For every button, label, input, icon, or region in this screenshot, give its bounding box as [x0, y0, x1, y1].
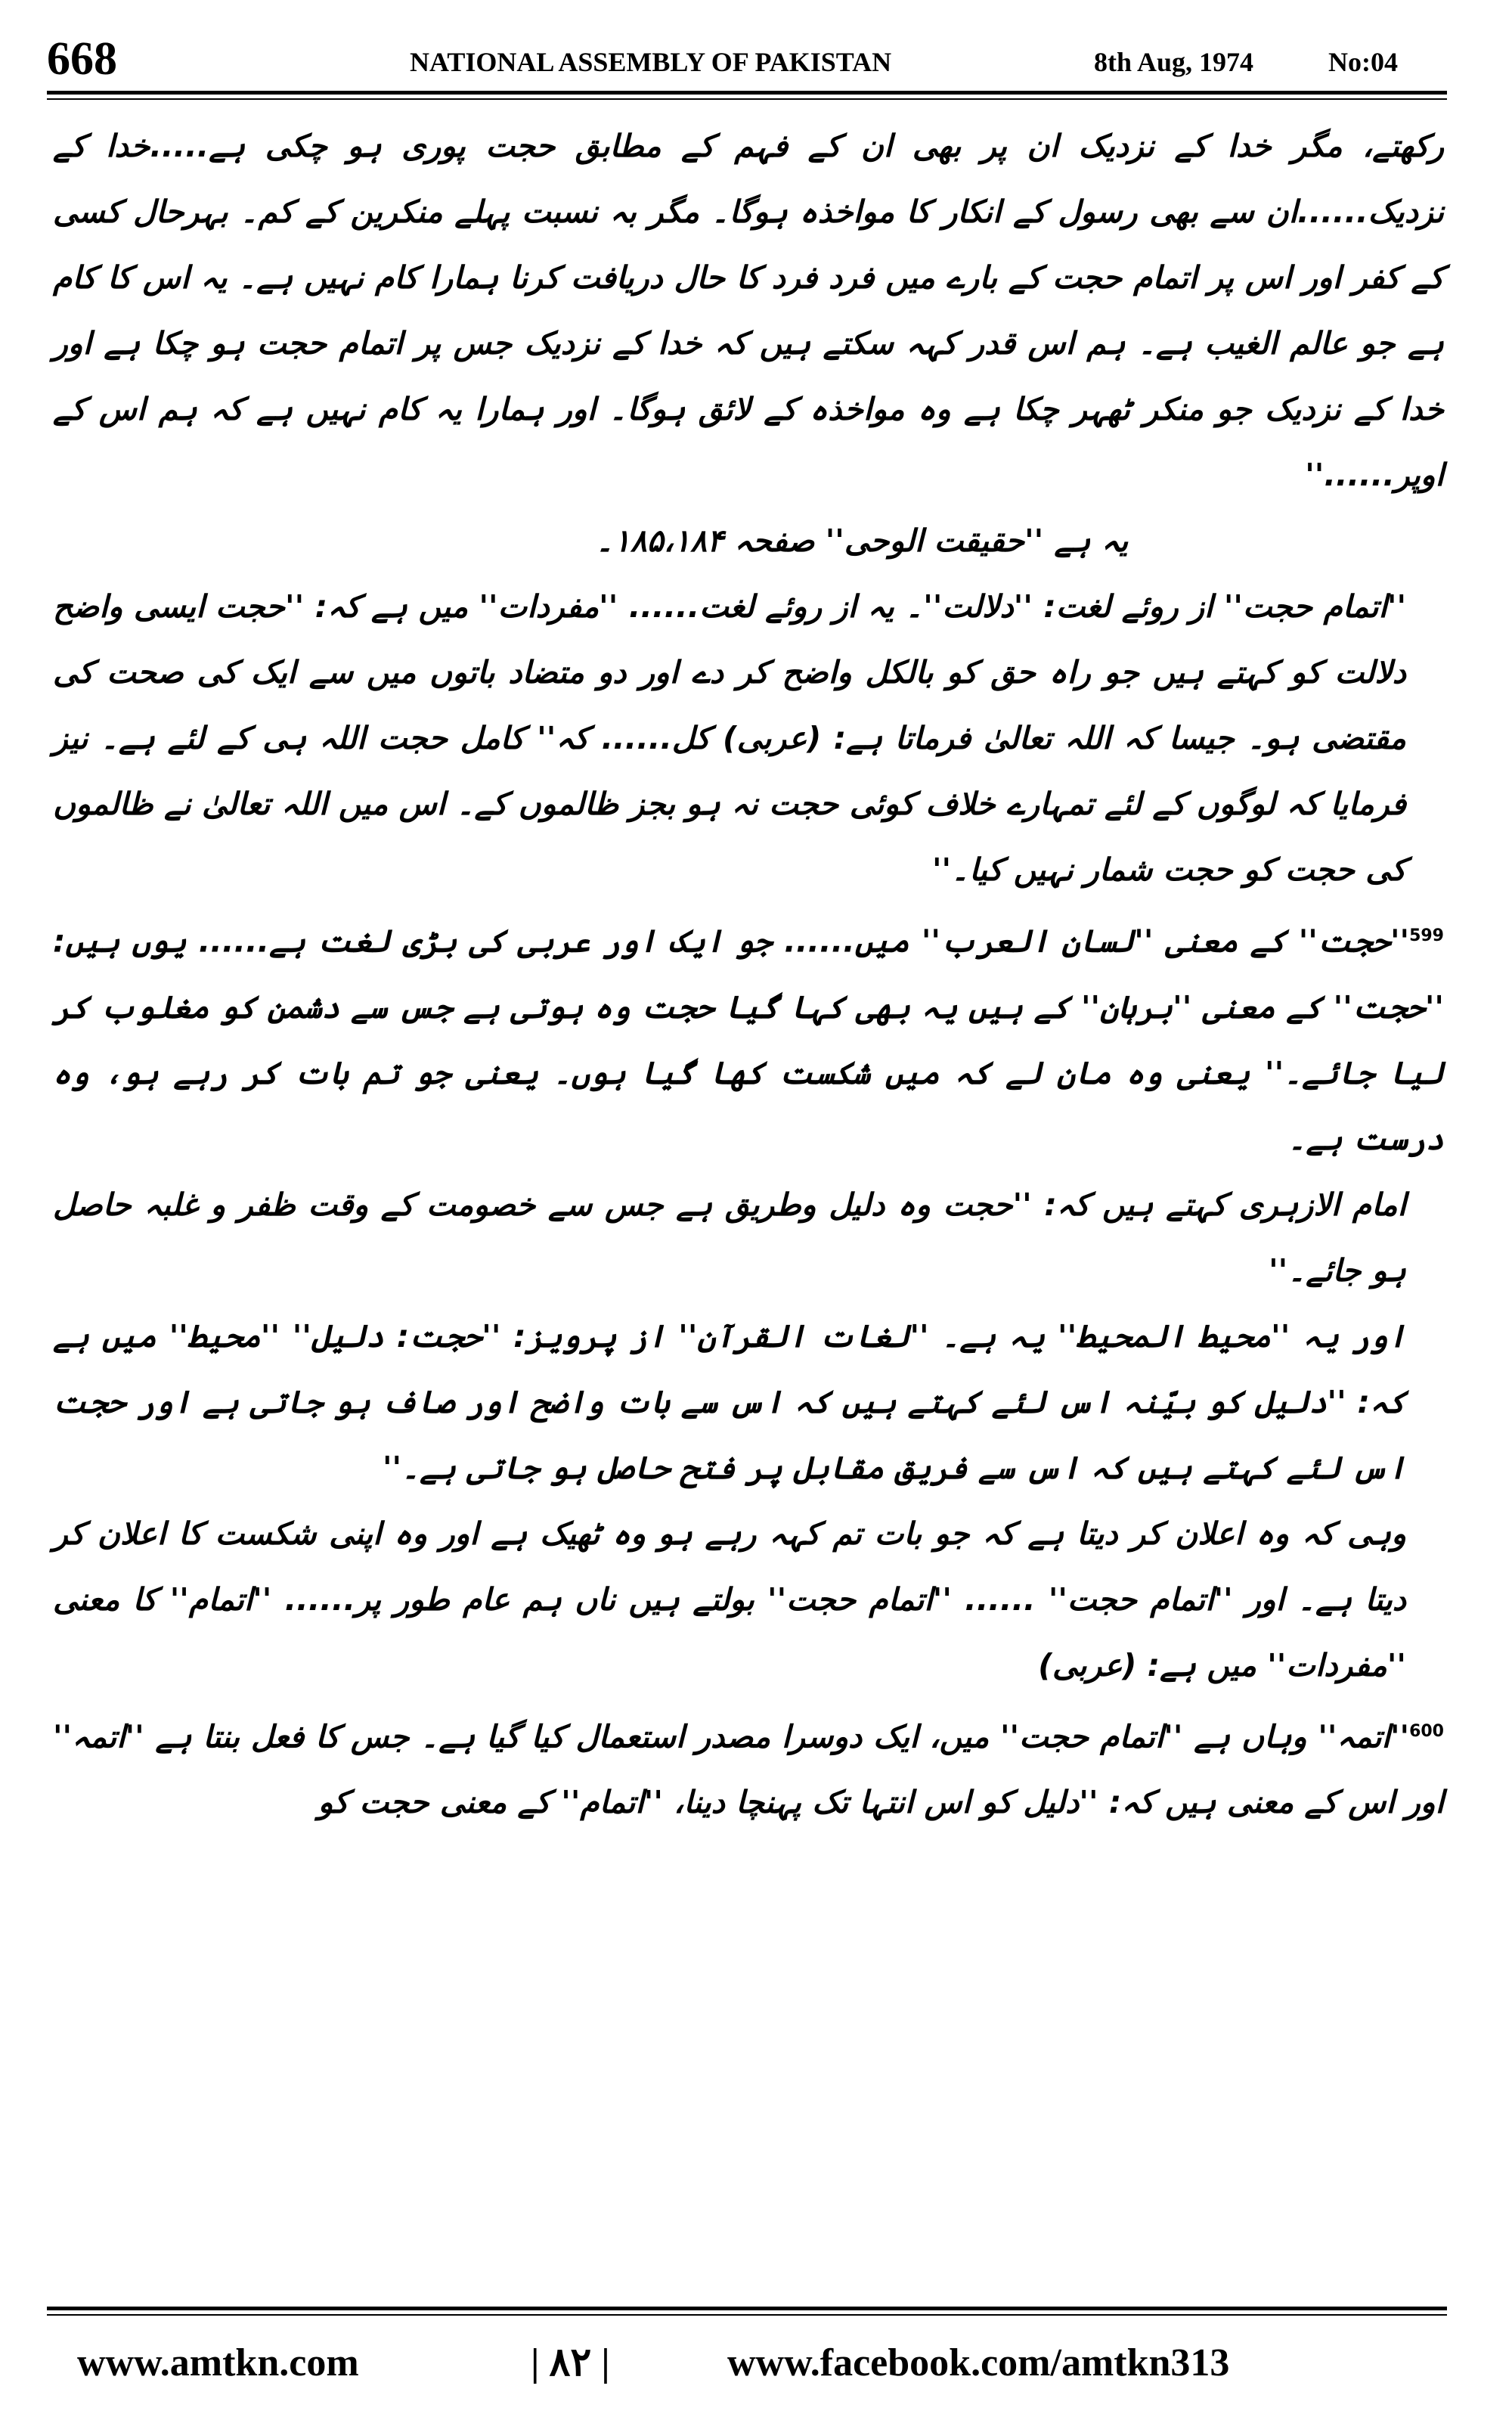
page-header — [47, 29, 1447, 89]
paragraph: اور یہ ''محیط المحیط'' یہ ہے۔ ''لغات القرآن'' از پرویز: ''حجت: دلیل'' ''محیط'' میں ہے کہ: ''دلیل کو بیّنہ اس لئے کہتے ہیں کہ اس سے بات واضح اور صاف ہو جاتی ہے اور حجت اس لئے کہتے ہیں کہ اس سے فریق مقابل پر فتح حاصل ہو جاتی ہے۔'' — [53, 1317, 1406, 1486]
paragraph-text: ''حجت'' کے معنی ''لسان العرب'' میں...... جو ایک اور عربی کی بڑی لغت ہے...... یوں ہیں: ''حجت'' کے معنی ''برہان'' کے ہیں یہ بھی کہا گیا حجت وہ ہوتی ہے جس سے دشمن کو مغلوب کر لیا جائے۔'' یعنی وہ مان لے کہ میں شکست کھا گیا ہوں۔ یعنی جو تم بات کر رہے ہو، وہ درست ہے۔ — [53, 923, 1444, 1157]
footnote-marker: 600 — [1409, 1721, 1444, 1741]
header-rule — [47, 91, 1447, 95]
website-link[interactable]: www.amtkn.com — [77, 2341, 359, 2384]
issue-number: No:04 — [1328, 47, 1398, 77]
paragraph-text: ''اتمہ'' وہاں ہے ''اتمام حجت'' میں، ایک دوسرا مصدر استعمال کیا گیا ہے۔ جس کا فعل بنتا ہے ''اتمہ'' اور اس کے معنی ہیں کہ: ''دلیل کو اس انتہا تک پہنچا دینا، ''اتمام'' کے معنی حجت کو — [53, 1718, 1444, 1821]
facebook-link[interactable]: www.facebook.com/amtkn313 — [727, 2341, 1230, 2384]
paragraph: امام الازہری کہتے ہیں کہ: ''حجت وہ دلیل وطریق ہے جس سے خصومت کے وقت ظفر و غلبہ حاصل ہو جائے۔'' — [53, 1186, 1406, 1289]
citation-line: یہ ہے ''حقیقت الوحی'' صفحہ ۱۸۵،۱۸۴۔ — [595, 523, 1129, 559]
publication-title: NATIONAL ASSEMBLY OF PAKISTAN — [410, 47, 892, 77]
page-number: 668 — [47, 33, 117, 85]
footnote-marker: 599 — [1409, 926, 1444, 945]
paragraph — [53, 1699, 1444, 1836]
urdu-body-text — [53, 113, 1444, 2269]
paragraph: وہی کہ وہ اعلان کر دیتا ہے کہ جو بات تم کہہ رہے ہو وہ ٹھیک ہے اور وہ اپنی شکست کا اعلان کر دیتا ہے۔ اور ''اتمام حجت'' ...... ''اتمام حجت'' بولتے ہیں ناں ہم عام طور پر...... ''اتمام'' کا معنی ''مفردات'' میں ہے: (عربی) — [53, 1515, 1406, 1683]
page-marker: | ۸۲ | — [531, 2341, 610, 2384]
session-date: 8th Aug, 1974 — [1094, 47, 1254, 77]
header-rule-thin — [47, 98, 1447, 100]
footer-rule-thin — [47, 2314, 1447, 2316]
paragraph: ''اتمام حجت'' از روئے لغت: ''دلالت''۔ یہ از روئے لغت...... ''مفردات'' میں ہے کہ: ''حجت ایسی واضح دلالت کو کہتے ہیں جو راہ حق کو بالکل واضح کر دے اور دو متضاد باتوں میں سے ایک کی صحت کی مقتضی ہو۔ جیسا کہ اللہ تعالیٰ فرماتا ہے: (عربی) کل...... کہ'' کامل حجت اللہ ہی کے لئے ہے۔ نیز فرمایا کہ لوگوں کے لئے تمہارے خلاف کوئی حجت نہ ہو بجز ظالموں کے۔ اس میں اللہ تعالیٰ نے ظالموں کی حجت کو حجت شمار نہیں کیا۔'' — [53, 588, 1406, 888]
footer-rule — [47, 2307, 1447, 2310]
page-footer — [47, 2329, 1447, 2397]
paragraph: رکھتے، مگر خدا کے نزدیک ان پر بھی ان کے فہم کے مطابق حجت پوری ہو چکی ہے.....خدا کے نزدیک......ان سے بھی رسول کے انکار کا مواخذہ ہوگا۔ مگر بہ نسبت پہلے منکرین کے کم۔ بہرحال کسی کے کفر اور اس پر اتمام حجت کے بارے میں فرد فرد کا حال دریافت کرنا ہمارا کام نہیں ہے۔ یہ اس کا کام ہے جو عالم الغیب ہے۔ ہم اس قدر کہہ سکتے ہیں کہ خدا کے نزدیک جس پر اتمام حجت ہو چکا ہے اور خدا کے نزدیک جو منکر ٹھہر چکا ہے وہ مواخذہ کے لائق ہوگا۔ اور ہمارا یہ کام نہیں ہے کہ ہم اس کے اوپر......'' — [53, 128, 1444, 493]
paragraph — [53, 903, 1444, 1172]
